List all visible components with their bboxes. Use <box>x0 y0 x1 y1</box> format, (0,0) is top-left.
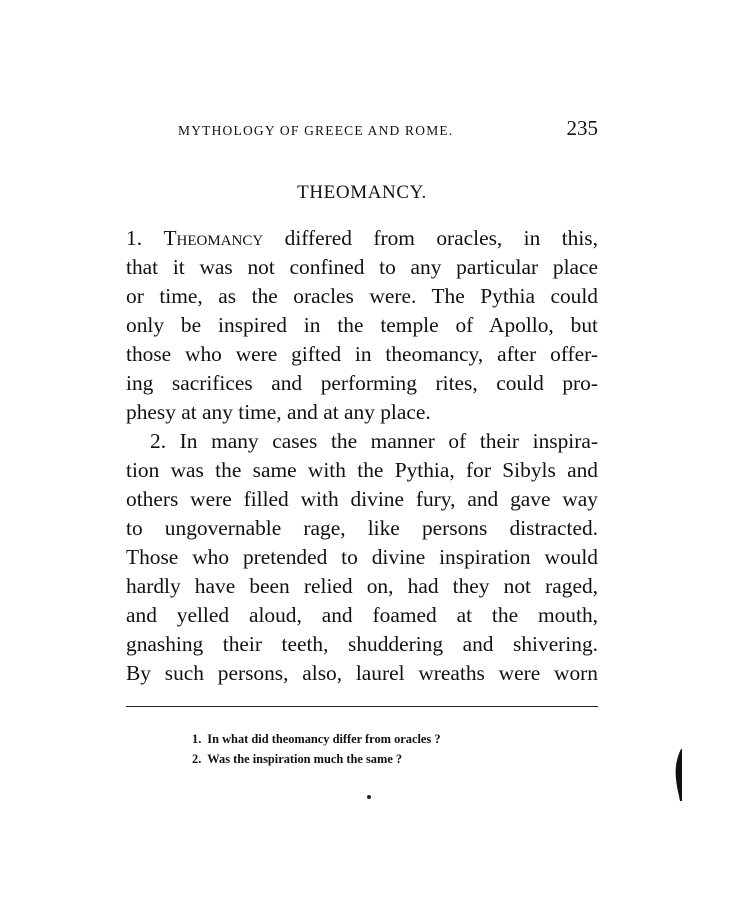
paragraph-2-line-1: 2. In many cases the manner of their inspira- <box>150 429 598 453</box>
paragraph-1-line-1 <box>126 224 598 253</box>
paragraph-2-line-4: to ungovernable rage, like persons distracted. <box>126 516 598 540</box>
paragraph-2-line-8: gnashing their teeth, shuddering and shivering. <box>126 632 598 656</box>
running-title: MYTHOLOGY OF GREECE AND ROME. <box>178 123 454 138</box>
paragraph-2-line-9: By such persons, also, laurel wreaths were worn <box>126 661 598 685</box>
running-head <box>178 116 598 142</box>
paragraph-2-line-6: hardly have been relied on, had they not raged, <box>126 574 598 598</box>
footnote-rule <box>126 706 598 707</box>
section-title: THEOMANCY. <box>297 182 427 203</box>
paragraph-number: 1. <box>126 226 143 250</box>
question-number: 1. <box>192 732 202 746</box>
paragraph-1-line-5: those who were gifted in theomancy, after offer- <box>126 342 598 366</box>
question-text: Was the inspiration much the same ? <box>207 752 403 766</box>
paragraph-1-line-2: that it was not confined to any particular place <box>126 255 598 279</box>
lead-word: Theomancy <box>163 226 264 250</box>
page-edge-mark <box>675 749 682 801</box>
ink-dot-mark <box>367 795 371 799</box>
question-item <box>192 729 552 749</box>
page-number: 235 <box>566 116 598 140</box>
body-text <box>126 224 598 688</box>
paragraph-2-line-7: and yelled aloud, and foamed at the mouth, <box>126 603 598 627</box>
paragraph-2-line-5: Those who pretended to divine inspiration would <box>126 545 598 569</box>
line-text: differed from oracles, in this, <box>284 226 598 250</box>
question-text: In what did theomancy differ from oracles ? <box>207 732 441 746</box>
paragraph-2-line-2: tion was the same with the Pythia, for Sibyls and <box>126 458 598 482</box>
paragraph-1-line-3: or time, as the oracles were. The Pythia could <box>126 284 598 308</box>
question-number: 2. <box>192 752 202 766</box>
paragraph-2-line-3: others were filled with divine fury, and gave way <box>126 487 598 511</box>
question-item <box>192 749 552 769</box>
review-questions <box>192 729 552 769</box>
paragraph-1-line-7: phesy at any time, and at any place. <box>126 400 431 424</box>
paragraph-1-line-4: only be inspired in the temple of Apollo, but <box>126 313 598 337</box>
paragraph-1-line-6: ing sacrifices and performing rites, could pro- <box>126 371 598 395</box>
